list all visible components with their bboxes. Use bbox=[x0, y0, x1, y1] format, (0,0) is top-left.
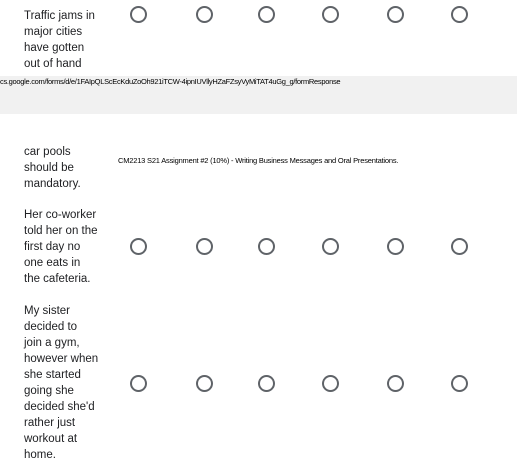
radio-q3-option-6[interactable] bbox=[451, 375, 468, 392]
radio-q1-option-2[interactable] bbox=[196, 6, 213, 23]
radio-q1-option-4[interactable] bbox=[322, 6, 339, 23]
question-label-car-pools: car pools should be mandatory. bbox=[24, 146, 81, 190]
radio-q3-option-3[interactable] bbox=[258, 375, 275, 392]
question-label-sister-gym: My sister decided to join a gym, however when she started going she decided she'd rather just workout at home. bbox=[24, 305, 99, 461]
question-label-traffic-jams: Traffic jams in major cities have gotten out of hand bbox=[24, 10, 95, 70]
radio-q2-option-2[interactable] bbox=[196, 238, 213, 255]
question-label-co-worker: Her co-worker told her on the first day no one eats in the cafeteria. bbox=[24, 209, 98, 285]
footer-url: cs.google.com/forms/d/e/1FAIpQLScEcKduZoOh921iTCW-4ipnIUVllyHZaFZsyVyMiTAT4uGg_g/formResponse bbox=[0, 77, 341, 86]
radio-q2-option-5[interactable] bbox=[387, 238, 404, 255]
radio-q1-option-6[interactable] bbox=[451, 6, 468, 23]
radio-q3-option-2[interactable] bbox=[196, 375, 213, 392]
radio-q3-option-5[interactable] bbox=[387, 375, 404, 392]
radio-q3-option-4[interactable] bbox=[322, 375, 339, 392]
page-header-title: CM2213 S21 Assignment #2 (10%) - Writing Business Messages and Oral Presentations. bbox=[118, 156, 399, 165]
radio-q2-option-1[interactable] bbox=[130, 238, 147, 255]
radio-q2-option-4[interactable] bbox=[322, 238, 339, 255]
radio-q2-option-3[interactable] bbox=[258, 238, 275, 255]
radio-q1-option-5[interactable] bbox=[387, 6, 404, 23]
radio-q1-option-1[interactable] bbox=[130, 6, 147, 23]
radio-q3-option-1[interactable] bbox=[130, 375, 147, 392]
radio-q2-option-6[interactable] bbox=[451, 238, 468, 255]
radio-q1-option-3[interactable] bbox=[258, 6, 275, 23]
